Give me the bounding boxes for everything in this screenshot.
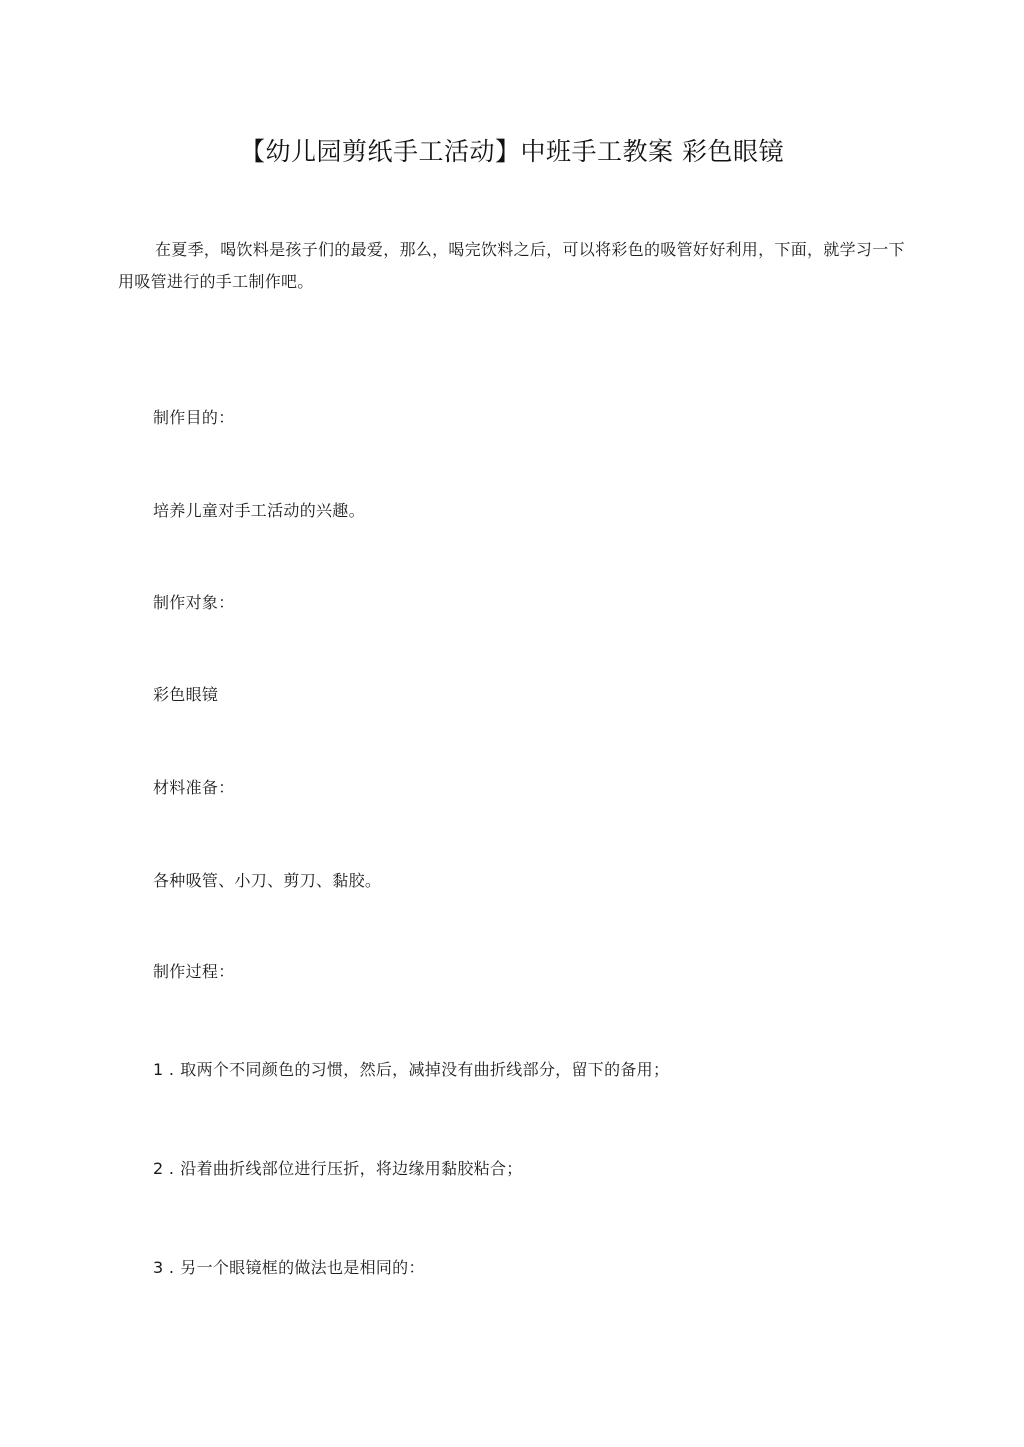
step-number: 3 . bbox=[153, 1258, 175, 1277]
purpose-text: 培养儿童对手工活动的兴趣。 bbox=[153, 501, 365, 520]
intro-paragraph: 在夏季，喝饮料是孩子们的最爱，那么，喝完饮料之后，可以将彩色的吸管好好利用，下面，就学习一下用吸管进行的手工制作吧。 bbox=[118, 240, 905, 291]
document-title: 【幼儿园剪纸手工活动】中班手工教案 彩色眼镜 bbox=[240, 137, 784, 166]
step-text: 取两个不同颜色的习惯，然后，减掉没有曲折线部分，留下的备用； bbox=[180, 1060, 670, 1079]
object-heading: 制作对象： bbox=[153, 593, 235, 612]
step-text: 沿着曲折线部位进行压折，将边缘用黏胶粘合； bbox=[180, 1159, 523, 1178]
materials-text: 各种吸管、小刀、剪刀、黏胶。 bbox=[153, 871, 382, 890]
materials-heading: 材料准备： bbox=[153, 778, 235, 797]
process-heading: 制作过程： bbox=[153, 962, 235, 981]
step-number: 1 . bbox=[153, 1060, 175, 1079]
step-item bbox=[153, 1256, 425, 1280]
object-text: 彩色眼镜 bbox=[153, 685, 219, 704]
step-item bbox=[153, 1058, 669, 1082]
step-text: 另一个眼镜框的做法也是相同的： bbox=[180, 1258, 425, 1277]
purpose-heading: 制作目的： bbox=[153, 408, 235, 427]
step-number: 2 . bbox=[153, 1159, 175, 1178]
step-item bbox=[153, 1157, 523, 1181]
